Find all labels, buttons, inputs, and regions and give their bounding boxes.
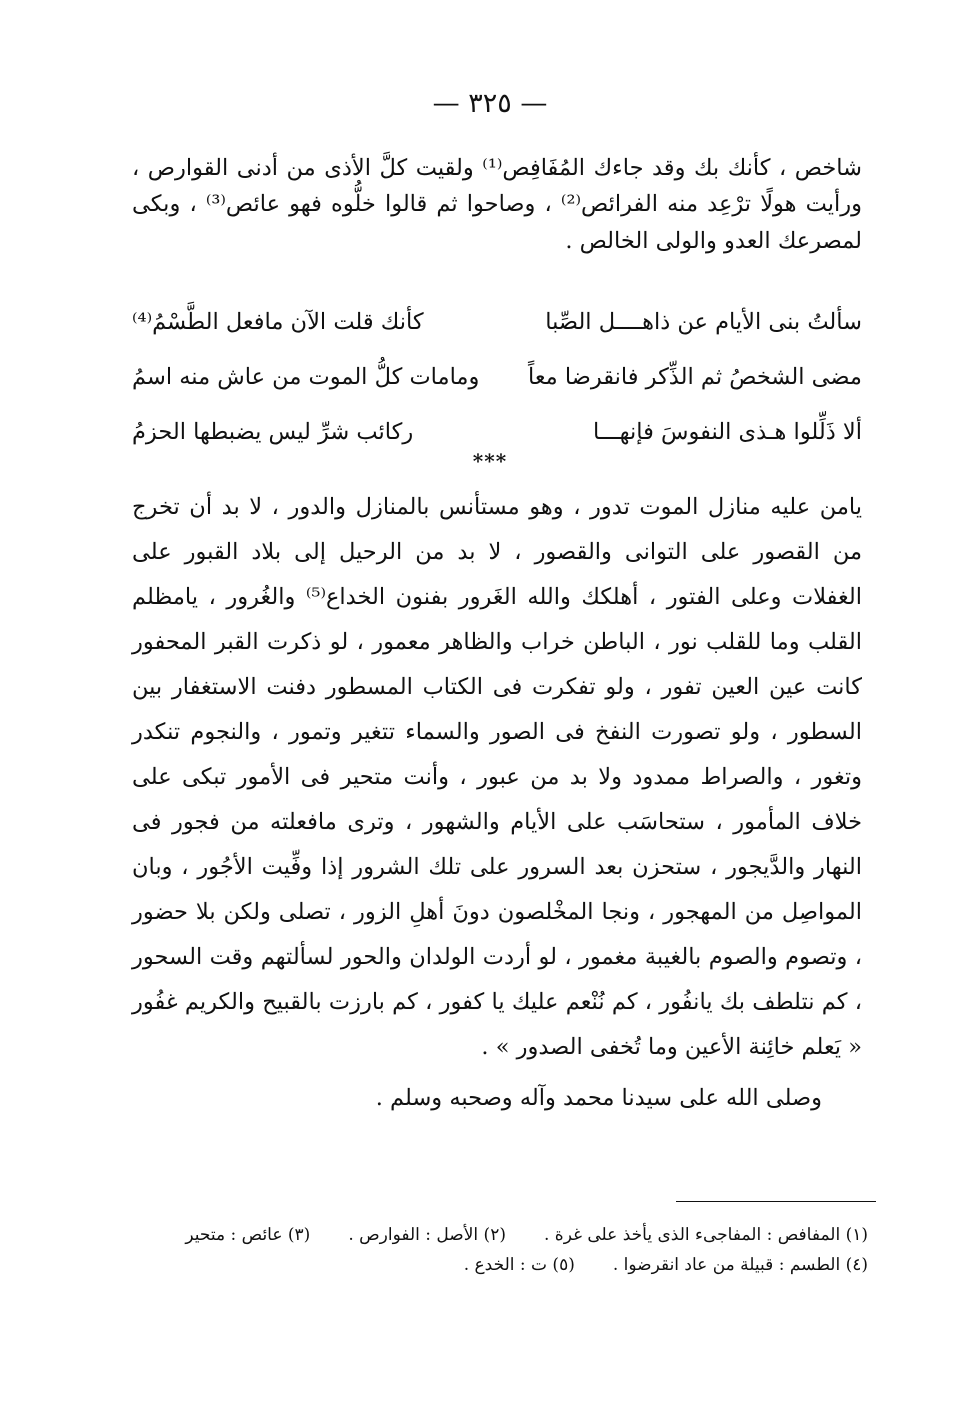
prose-paragraph: يامن عليه منازل الموت تدور ، وهو مستأنس بالمنازل والدور ، لا بد أن تخرج من القصور على التوانى والقصور ، لا بد من الرحيل إلى بلاد القبور على الغفلات وعلى الفتور ، أهلكك والله الغَرور بفنون الخداع⁽⁵⁾ والغُرور ، يامظلم القلب وما للقلب نور ، الباطن خراب والظاهر معمور ، لو ذكرت القبر المحفور كانت عين العين تفور ، ولو تفكرت فى الكتاب المسطور دفنت الاستغفار بين السطور ، ولو تصورت النفخ فى الصور والسماء تتغير وتمور ، والنجوم تنكدر وتغور ، والصراط ممدود ولا بد من عبور ، وأنت متحير فى الأمور تبكى على خلاف المأمور ، ستحاسَب على الأيام والشهور ، وترى مافعلته من فجور فى النهار والدَّيجور ، ستحزن بعد السرور على تلك الشرور إذا وفِّيت الأجُور ، وبان المواصِل من المهجور ، ونجا المخْلصون دونَ أهلِ الزور ، تصلى ولكن بلا حضور ، وتصوم والصوم بالغيبة مغمور ، لو أردت الولدان والحور لسألتهم وقت السحور ، كم نتلطف بك يانفُور ، كم نُنْعم عليك يا كفور ، كم بارزت بالقبيح والكريم غفُور « يَعلم خائِنة الأعين وما تُخفى الصدور » .	[132, 494, 862, 1060]
poem-verse-1	[132, 295, 862, 350]
page-number: — ٣٢٥ —	[432, 88, 548, 119]
footnote-3: (٣) عائص : متحير	[185, 1225, 311, 1245]
verse-1-first-hemistich: سألتُ بنى الأيام عن ذاهــــل الصِّبا	[545, 309, 862, 335]
verse-3-first-hemistich: ألا ذَلِّلوا هـذى النفوسَ فإنهـــا	[592, 419, 862, 445]
footnote-row-1	[130, 1220, 868, 1250]
footnote-row-2	[130, 1250, 868, 1280]
verse-1-second-hemistich: كأنك قلت الآن مافعل الطَّسْمُ⁽⁴⁾	[132, 309, 424, 335]
footnote-divider	[676, 1201, 876, 1202]
verse-2-second-hemistich: ومامات كلُّ الموت من عاش منه اسمُ	[132, 364, 480, 390]
footnote-4: (٤) الطسم : قبيلة من عاد انقرضوا .	[612, 1255, 868, 1275]
verse-3-second-hemistich: ركائب شرِّ ليس يضبطها الحزمُ	[132, 419, 414, 445]
section-separator: ***	[472, 449, 508, 473]
verse-2-first-hemistich: مضى الشخصُ ثم الذِّكر فانقرضا معاً	[527, 364, 862, 390]
poem-verse-2	[132, 350, 862, 405]
footnote-1: (١) المفافص : المفاجىء الذى يأخذ على غرة .	[543, 1225, 868, 1245]
footnote-2: (٢) الأصل : الفوارص .	[348, 1225, 506, 1245]
closing-prayer: وصلى الله على سيدنا محمد وآله وصحبه وسلم .	[375, 1085, 822, 1111]
footnote-5: (٥) ت : الخدع .	[463, 1255, 575, 1275]
footnotes	[130, 1220, 868, 1280]
poem	[132, 295, 862, 460]
intro-paragraph: شاخص ، كأنك بك وقد جاءك المُفَافِص⁽¹⁾ ولقيت كلَّ الأذى من أدنى القوارص ، ورأيت هولًا ترْعِد منه الفرائص⁽²⁾ ، وصاحوا ثم قالوا خلُّوه فهو عائص⁽³⁾ ، وبكى لمصرعك العدو والولى الخالص .	[132, 155, 862, 254]
